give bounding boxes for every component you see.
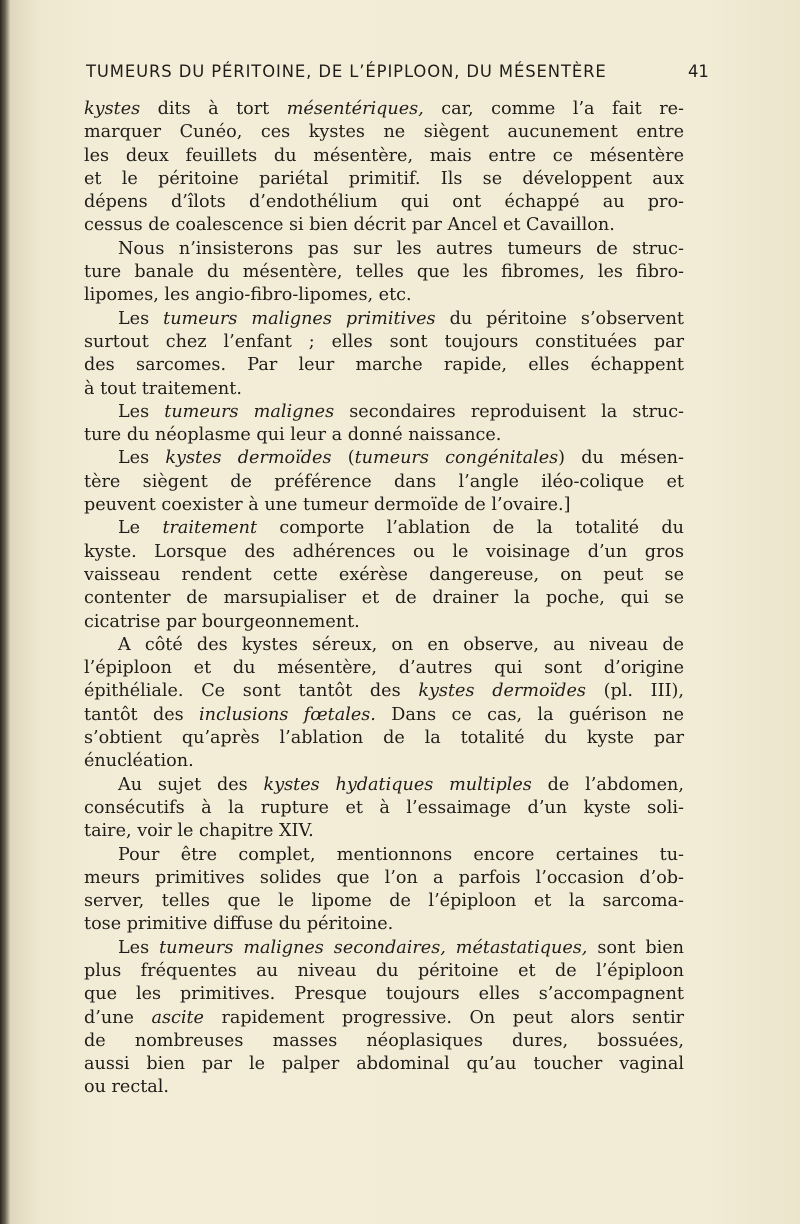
text-segment: Les (118, 401, 165, 422)
text-segment: secondaires reproduisent la struc- (334, 401, 684, 422)
text-line (84, 145, 684, 168)
text-segment: Les (118, 937, 160, 958)
text-segment: à tout traitement. (84, 378, 242, 399)
text-line (84, 471, 684, 494)
text-segment: A côté des kystes séreux, on en observe, au niveau de (118, 634, 684, 655)
text-segment: ou rectal. (84, 1077, 169, 1098)
italic-text: mésentériques, (286, 99, 424, 119)
text-line (84, 284, 684, 307)
text-segment: lipomes, les angio-fibro-lipomes, etc. (84, 285, 412, 306)
body-text (84, 98, 684, 1100)
text-segment: meurs primitives solides que l’on a parfois l’occasion d’ob- (84, 867, 684, 888)
text-segment: vaisseau rendent cette exérèse dangereuse, on peut se (84, 564, 684, 585)
text-segment: de l’abdomen, (531, 774, 684, 795)
text-line (84, 121, 684, 144)
text-line (84, 354, 684, 377)
text-line (84, 890, 684, 913)
page-number: 41 (688, 62, 709, 81)
text-segment: cicatrise par bourgeonnement. (84, 611, 360, 632)
italic-text: tumeurs malignes (164, 401, 335, 422)
text-segment: tose primitive diffuse du péritoine. (84, 914, 394, 935)
text-segment: du péritoine s’observent (435, 308, 685, 329)
text-segment: server, telles que le lipome de l’épiploon et la sarcoma- (84, 891, 684, 912)
text-segment: surtout chez l’enfant ; elles sont toujours constituées par (84, 331, 684, 352)
text-segment: l’épiploon et du mésentère, d’autres qui sont d’origine (84, 658, 684, 679)
text-segment: aussi bien par le palper abdominal qu’au toucher vaginal (84, 1054, 684, 1075)
italic-text: inclusions fœtales. (199, 704, 376, 725)
text-segment: énucléation. (84, 751, 194, 772)
text-segment: s’obtient qu’après l’ablation de la totalité du kyste par (84, 728, 684, 749)
text-segment: épithéliale. Ce sont tantôt des (84, 681, 419, 702)
text-segment: que les primitives. Presque toujours elles s’accompagnent (84, 984, 684, 1005)
text-segment: ture du néoplasme qui leur a donné naissance. (84, 425, 502, 446)
text-segment: Le (118, 518, 163, 539)
text-line (84, 424, 684, 447)
text-segment: des sarcomes. Par leur marche rapide, elles échappent (84, 355, 684, 376)
text-line (84, 844, 684, 867)
italic-text: tumeurs malignes secondaires, métastatiques, (159, 937, 588, 958)
text-line (84, 797, 684, 820)
text-segment: Nous n’insisterons pas sur les autres tumeurs de struc- (118, 238, 684, 259)
text-line (84, 634, 684, 657)
text-segment: comporte l’ablation de la totalité du (257, 518, 684, 539)
text-line (84, 331, 684, 354)
text-line (84, 517, 684, 540)
text-line (84, 704, 684, 727)
italic-text: ascite (151, 1007, 204, 1028)
text-line (84, 1053, 684, 1076)
text-segment: car, comme l’a fait re- (423, 99, 684, 119)
text-line (84, 541, 684, 564)
text-line (84, 983, 684, 1006)
text-segment: sont bien (587, 937, 685, 958)
text-segment: tère siègent de préférence dans l’angle iléo-colique et (84, 471, 684, 492)
text-line (84, 447, 684, 470)
text-line (84, 494, 684, 517)
italic-text: kystes dermoïdes (165, 448, 332, 469)
text-segment: rapidement progressive. On peut alors sentir (203, 1007, 684, 1028)
text-line (84, 168, 684, 191)
text-segment: Les (118, 308, 164, 329)
text-line (84, 401, 684, 424)
text-segment: Au sujet des (118, 774, 264, 795)
italic-text: kystes dermoïdes (418, 681, 586, 702)
text-line (84, 261, 684, 284)
text-segment: tantôt des (84, 704, 200, 725)
text-line (84, 1030, 684, 1053)
text-line (84, 820, 684, 843)
text-line (84, 1076, 684, 1099)
text-segment: peuvent coexister à une tumeur dermoïde de l’ovaire.] (84, 495, 571, 516)
text-line (84, 774, 684, 797)
text-line (84, 727, 684, 750)
text-line (84, 238, 684, 261)
text-segment: de nombreuses masses néoplasiques dures, bossuées, (84, 1030, 684, 1051)
italic-text: tumeurs congénitales (354, 448, 559, 469)
text-line (84, 657, 684, 680)
italic-text: traitement (162, 518, 258, 539)
italic-text: tumeurs malignes primitives (163, 308, 436, 329)
text-line (84, 960, 684, 983)
text-segment: d’une (84, 1007, 152, 1028)
text-segment: ) du mésen- (558, 448, 684, 469)
text-segment: dits à tort (140, 99, 287, 119)
text-segment: kyste. Lorsque des adhérences ou le voisinage d’un gros (84, 541, 684, 562)
text-line (84, 1007, 684, 1030)
text-line (84, 378, 684, 401)
text-line (84, 308, 684, 331)
text-segment: ture banale du mésentère, telles que les fibromes, les fibro- (84, 262, 684, 283)
text-segment: les deux feuillets du mésentère, mais entre ce mésentère (84, 145, 684, 166)
text-segment: Les (118, 448, 166, 469)
italic-text: kystes (84, 99, 141, 119)
text-segment: Dans ce cas, la guérison ne (375, 704, 684, 725)
text-segment: et le péritoine pariétal primitif. Ils se développent aux (84, 168, 684, 189)
text-line (84, 913, 684, 936)
text-segment: cessus de coalescence si bien décrit par Ancel et Cavaillon. (84, 215, 615, 236)
text-line (84, 750, 684, 773)
text-segment: Pour être complet, mentionnons encore certaines tu- (118, 844, 684, 865)
text-segment: ( (331, 448, 355, 469)
text-line (84, 611, 684, 634)
text-segment: marquer Cunéo, ces kystes ne siègent aucunement entre (84, 122, 684, 143)
text-line (84, 867, 684, 890)
text-segment: taire, voir le chapitre XIV. (84, 821, 314, 842)
text-line (84, 587, 684, 610)
text-segment: plus fréquentes au niveau du péritoine et de l’épiploon (84, 960, 684, 981)
text-segment: dépens d’îlots d’endothélium qui ont échappé au pro- (84, 192, 684, 213)
text-segment: (pl. III), (585, 681, 684, 702)
italic-text: kystes hydatiques multiples (263, 774, 532, 795)
text-line (84, 937, 684, 960)
text-line (84, 564, 684, 587)
running-title: TUMEURS DU PÉRITOINE, DE L’ÉPIPLOON, DU MÉSENTÈRE (86, 62, 607, 81)
text-line (84, 191, 684, 214)
text-line (84, 98, 684, 121)
text-line (84, 214, 684, 237)
binding-edge (0, 0, 10, 1224)
text-line (84, 680, 684, 703)
text-segment: consécutifs à la rupture et à l’essaimage d’un kyste soli- (84, 797, 684, 818)
text-segment: contenter de marsupialiser et de drainer la poche, qui se (84, 588, 684, 609)
